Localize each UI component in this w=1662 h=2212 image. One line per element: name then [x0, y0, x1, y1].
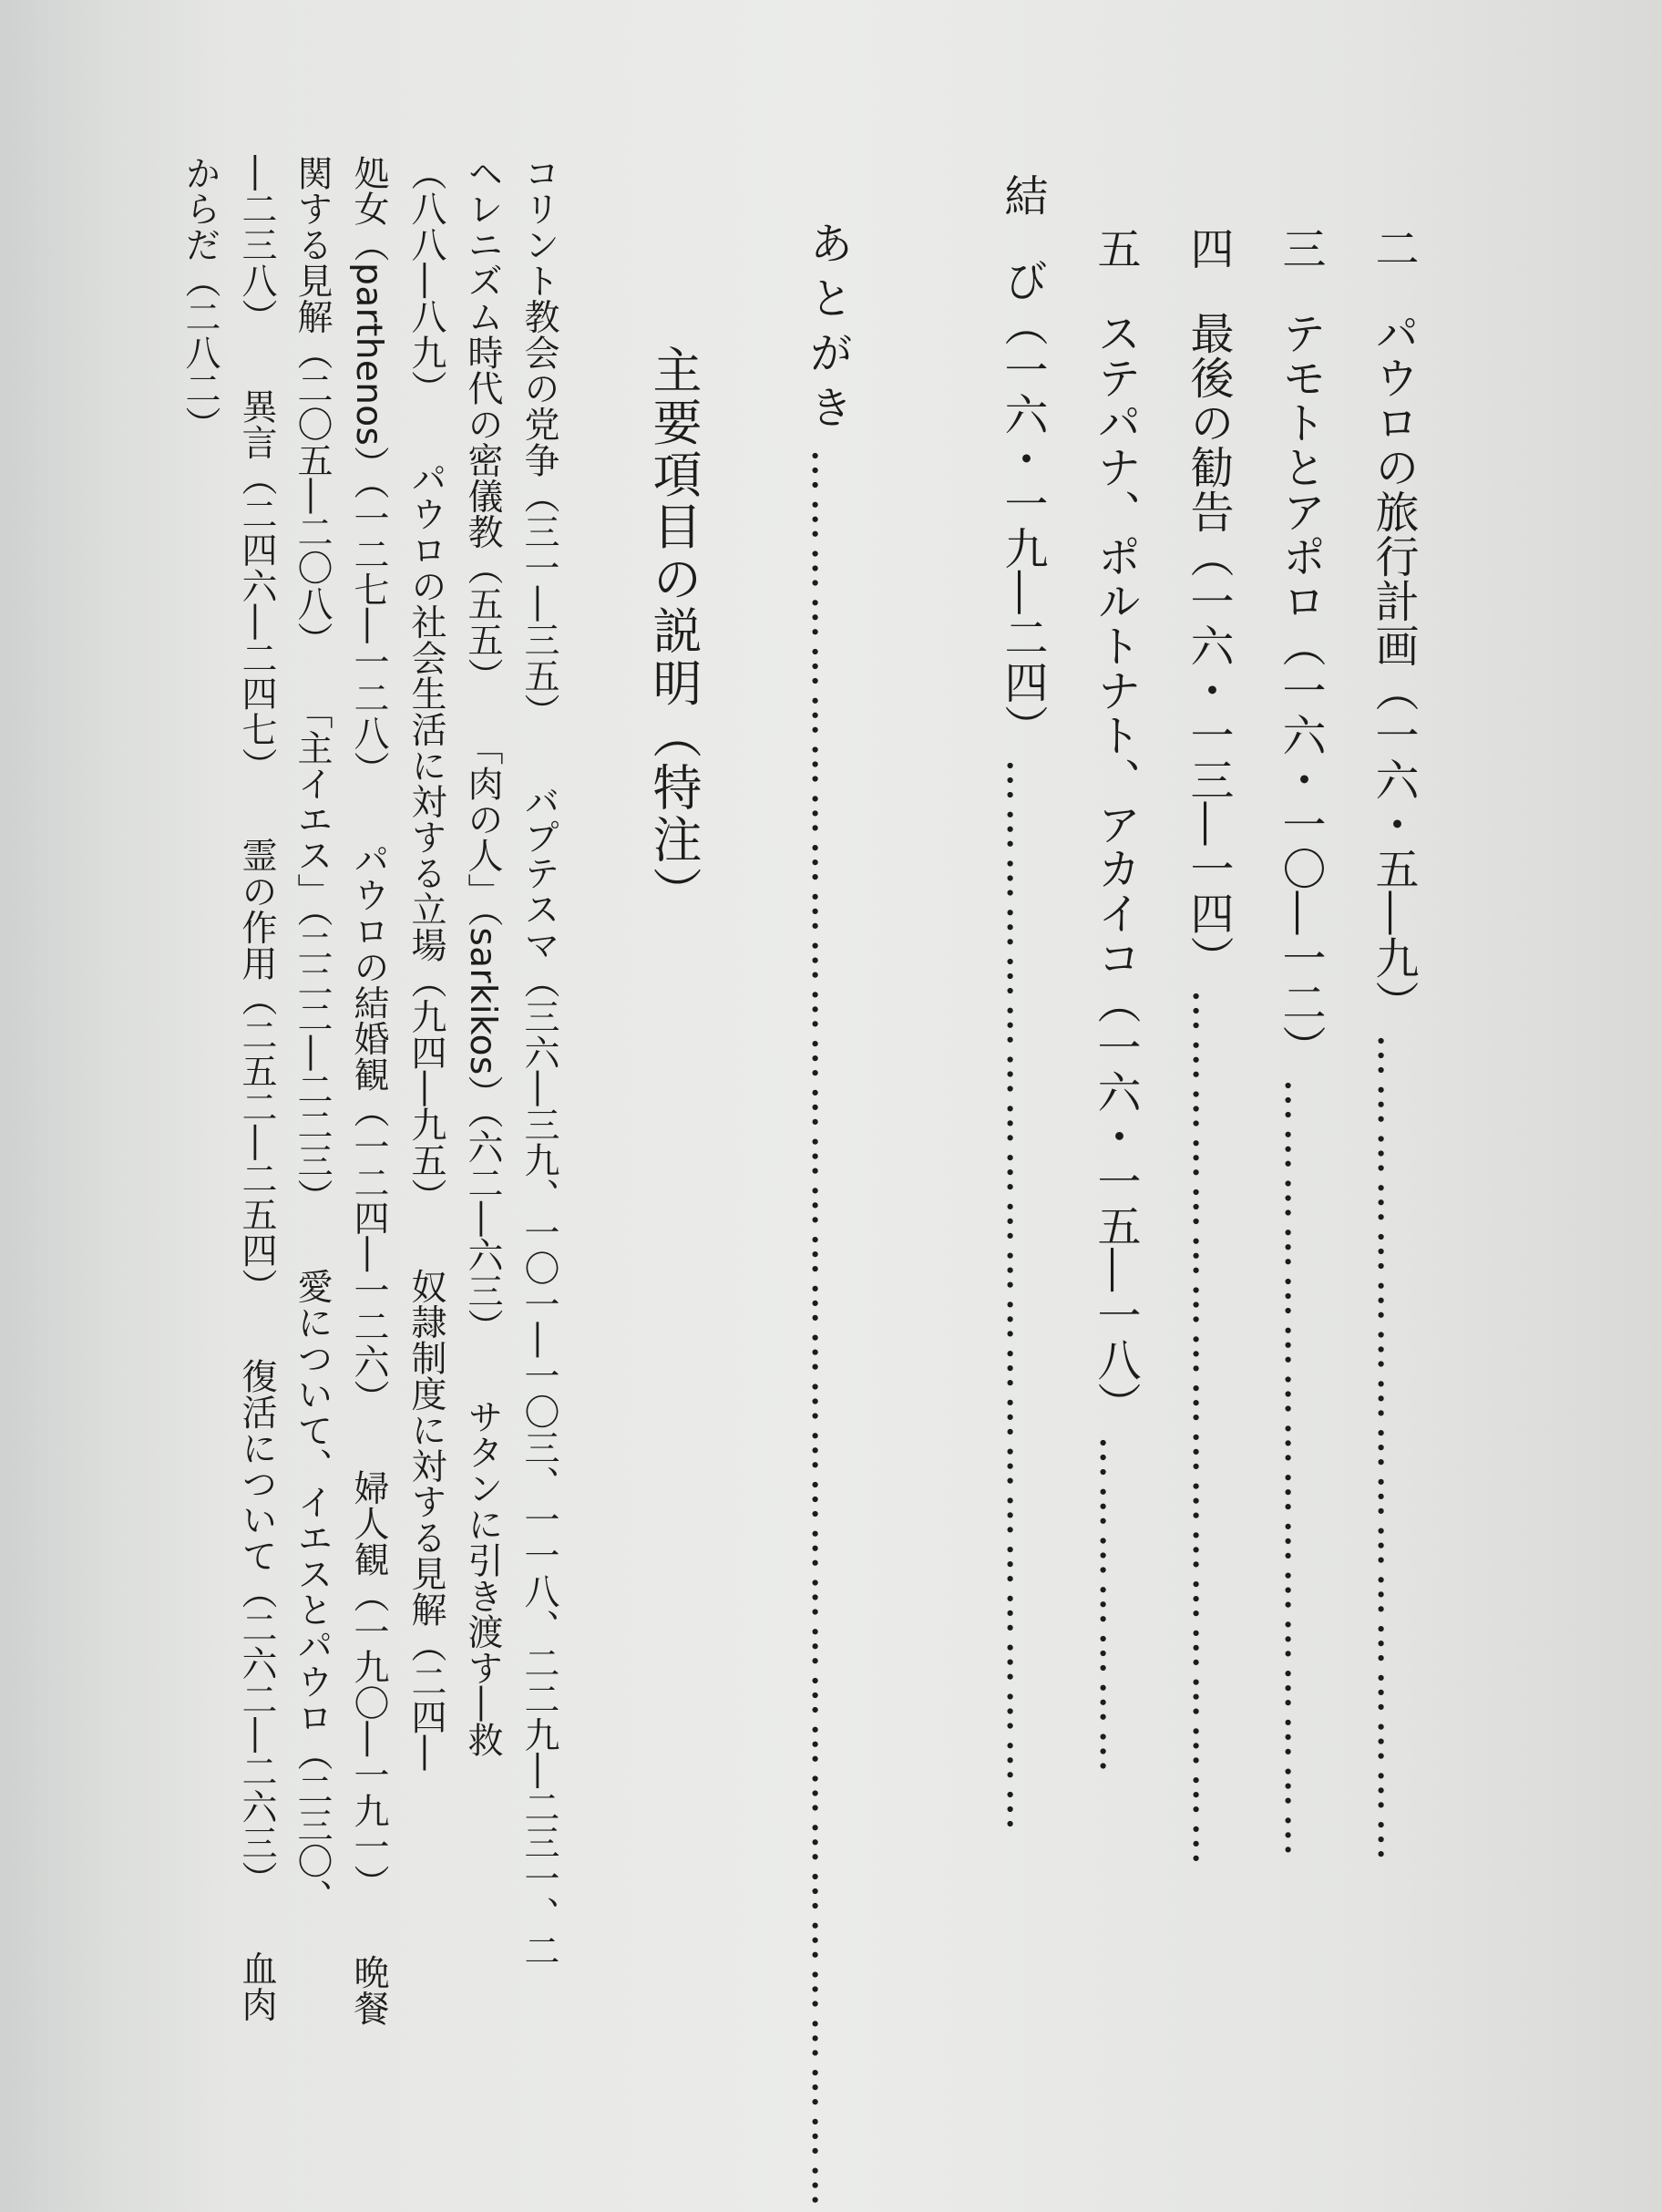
index-line: （八八―八九） パウロの社会生活に対する立場（九四―九五） 奴隷制度に対する見解（二四― [405, 155, 446, 1771]
toc-entry-title: ステパナ、ポルトナト、アカイコ（一六・一五―一八） [1090, 310, 1141, 1426]
index-line: 関する見解（二〇五―二〇八） 「主イエス」（二二二―二二三） 愛について、イエスとパウロ（二三〇、 [292, 155, 333, 1915]
toc-leader-dots: ………………… [1090, 1435, 1141, 1779]
index-line: コリント教会の党争（三一―三五） バプテスマ（三六―三九、一〇一―一〇三、一一八、二二九―二三一、二 [518, 155, 559, 1969]
toc-entry [1183, 226, 1234, 1872]
toc-entry-title: パウロの旅行計画（一六・五―九） [1368, 310, 1419, 1025]
toc-leader-dots: ………………………………………… [1275, 1078, 1326, 1863]
toc-entry [1275, 226, 1326, 1863]
index-line: からだ（二八二） [180, 155, 221, 443]
toc-entry [1368, 226, 1419, 1867]
toc-entry-number: 三 [1275, 226, 1326, 271]
toc-leader-dots: ……………………………………………………………………………………………… [802, 448, 853, 2212]
toc-entry-number: 結 [997, 173, 1048, 218]
index-line: ―二三八） 異言（二四六―二四七） 霊の作用（二五二―二五四） 復活について（二六二―二六三） 血肉 [236, 155, 277, 2023]
bleed-through-text [1513, 182, 1553, 543]
index-line: ヘレニズム時代の密儀教（五五） 「肉の人」（sarkikos）（六二―六三） サタンに引き渡す―救 [462, 155, 503, 1758]
toc-entry [802, 221, 853, 2212]
toc-entry-title: び（一六・一九―二四） [997, 257, 1048, 749]
toc-entry [997, 173, 1048, 1836]
toc-leader-dots: ……………………………………………… [1183, 989, 1234, 1872]
toc-entry-number: 五 [1090, 226, 1141, 271]
toc-entry-number: 四 [1183, 226, 1234, 271]
index-heading: 主要項目の説明（特注） [645, 345, 703, 919]
toc-entry-title: あとがき [802, 221, 853, 439]
toc-entry-title: テモトとアポロ（一六・一〇―一二） [1275, 310, 1326, 1070]
toc-entry [1090, 226, 1141, 1857]
toc-entry-title: 最後の勧告（一六・一三―一四） [1183, 310, 1234, 981]
toc-leader-dots: ………………………………………………………… [997, 757, 1048, 1836]
index-line: 処女（parthenos）（一二七―一二八） パウロの結婚観（一二四―一二六） 婦人観（一九〇―一九一） 晩餐 [348, 155, 389, 2027]
toc-entry-number: 二 [1368, 226, 1419, 271]
toc-leader-dots: …………………………………………… [1368, 1034, 1419, 1867]
